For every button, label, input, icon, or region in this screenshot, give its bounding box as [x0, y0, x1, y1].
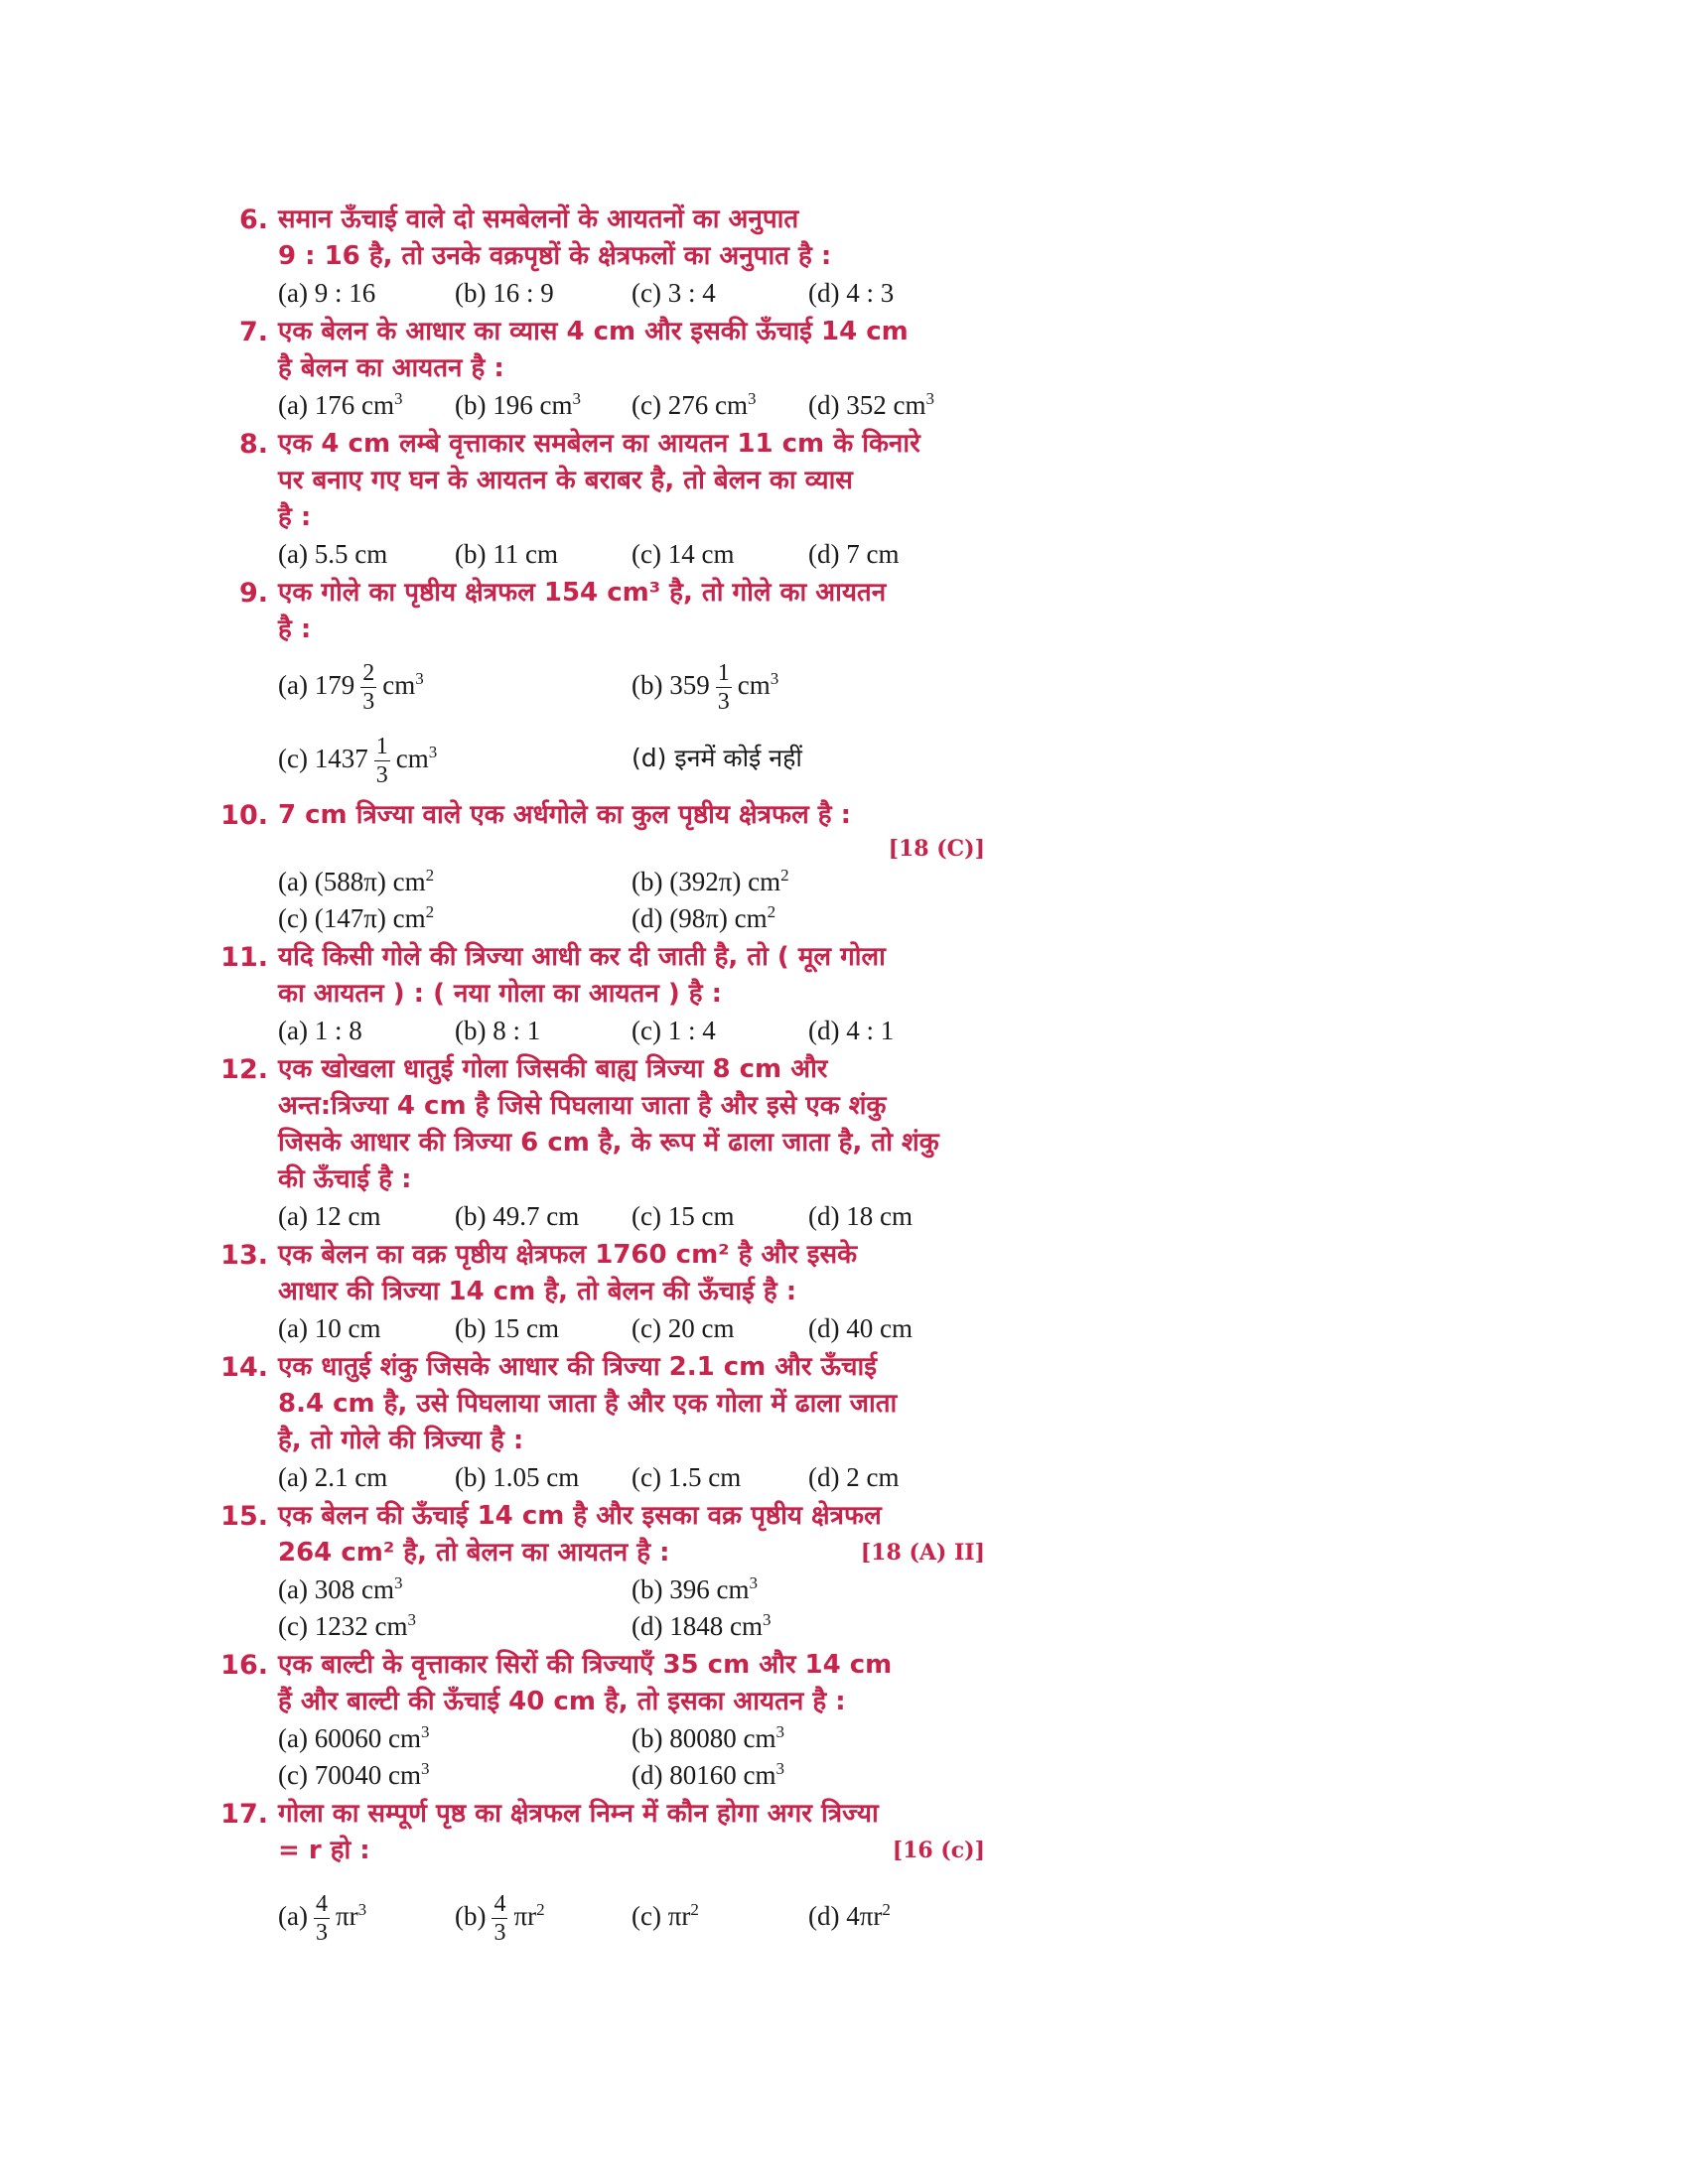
question-text: है बेलन का आयतन है : — [278, 353, 504, 383]
options — [278, 275, 985, 312]
option-d: (d) 80160 $cm^3$ — [632, 1759, 784, 1790]
question-number: 13. — [220, 1240, 268, 1271]
question-12 — [211, 1051, 985, 1235]
option-c: (c) 276 $cm^3$ — [632, 389, 757, 420]
fraction: $\frac{4}{3}$ — [493, 1891, 506, 1947]
option-d: (d) 40 cm — [808, 1313, 913, 1343]
question-number: 14. — [220, 1352, 268, 1383]
question-10 — [211, 797, 985, 937]
option-c: (c) 70040 $cm^3$ — [278, 1759, 430, 1790]
fraction: $\frac{4}{3}$ — [315, 1891, 328, 1947]
question-text: की ऊँचाई है : — [278, 1164, 412, 1194]
option-a: (a) 308 $cm^3$ — [278, 1573, 403, 1604]
question-number: 6. — [238, 205, 268, 235]
options — [278, 648, 985, 795]
option-d: (d) 18 cm — [808, 1201, 913, 1231]
option-a: (a) 2.1 cm — [278, 1462, 388, 1492]
fraction: $\frac{1}{3}$ — [717, 660, 730, 716]
exam-tag: [16 (c)] — [892, 1838, 985, 1863]
question-number: 9. — [238, 578, 268, 609]
question-number: 10. — [220, 800, 268, 831]
question-text: एक गोले का पृष्ठीय क्षेत्रफल 154 cm³ है, तो गोले का आयतन — [278, 578, 887, 608]
option-a: (a) 60060 $cm^3$ — [278, 1722, 430, 1753]
options — [278, 1013, 985, 1049]
question-number: 8. — [238, 429, 268, 460]
option-d: (d) 1848 $cm^3$ — [632, 1610, 772, 1641]
option-b: (b) 80080 $cm^3$ — [632, 1722, 784, 1753]
option-d: (d) (98π) $cm^2$ — [632, 902, 776, 933]
question-text: पर बनाए गए घन के आयतन के बराबर है, तो बेलन का व्यास — [278, 466, 853, 495]
option-c: (c) 1232 $cm^3$ — [278, 1610, 416, 1641]
option-c: (c) 1.5 cm — [632, 1462, 742, 1492]
option-a: (a) 5.5 cm — [278, 539, 388, 569]
option-a: (a) 10 cm — [278, 1313, 381, 1343]
option-c: (c) $\pi r^2$ — [632, 1900, 699, 1931]
question-number: 15. — [220, 1501, 268, 1532]
options — [278, 864, 985, 937]
option-d: (d) 352 $cm^3$ — [808, 389, 934, 420]
question-number: 16. — [220, 1650, 268, 1681]
question-text: गोला का सम्पूर्ण पृष्ठ का क्षेत्रफल निम्न में कौन होगा अगर त्रिज्या — [278, 1799, 879, 1829]
options — [278, 1879, 985, 1953]
question-text: एक 4 cm लम्बे वृत्ताकार समबेलन का आयतन 11 cm के किनारे — [278, 429, 920, 459]
option-a: (a) $\frac{4}{3}$ $\pi r^3$ — [278, 1891, 367, 1947]
exam-tag: [18 (C)] — [888, 836, 985, 862]
exam-tag: [18 (A) II] — [860, 1540, 985, 1566]
option-d: (d) 4 : 3 — [808, 278, 895, 308]
options — [278, 1198, 985, 1235]
option-a: (a) 9 : 16 — [278, 278, 376, 308]
fraction: $\frac{1}{3}$ — [375, 734, 388, 789]
question-text: एक बेलन का वक्र पृष्ठीय क्षेत्रफल 1760 cm² है और इसके — [278, 1240, 858, 1270]
option-d: (d) इनमें कोई नहीं — [632, 744, 802, 772]
option-c: (c) 15 cm — [632, 1201, 735, 1231]
question-text: है : — [278, 502, 312, 532]
option-c: (c) 1 : 4 — [632, 1016, 716, 1045]
option-c: (c) 1437 $\frac{1}{3}$ $cm^3$ — [278, 734, 438, 789]
options — [278, 1571, 985, 1645]
question-15 — [211, 1498, 985, 1645]
option-b: (b) 15 cm — [455, 1313, 559, 1343]
question-16 — [211, 1647, 985, 1794]
question-text: एक धातुई शंकु जिसके आधार की त्रिज्या 2.1 cm और ऊँचाई — [278, 1352, 878, 1382]
option-a: (a) (588π) $cm^2$ — [278, 866, 435, 896]
question-number: 7. — [238, 317, 268, 347]
option-b: (b) (392π) $cm^2$ — [632, 866, 789, 896]
option-b: (b) 359 $\frac{1}{3}$ $cm^3$ — [632, 660, 779, 716]
question-number: 12. — [220, 1054, 268, 1085]
question-text: = r हो : — [278, 1836, 370, 1865]
question-8 — [211, 426, 985, 573]
option-c: (c) 14 cm — [632, 539, 735, 569]
question-text: एक बेलन की ऊँचाई 14 cm है और इसका वक्र पृष्ठीय क्षेत्रफल — [278, 1501, 882, 1531]
option-d: (d) $4\pi r^2$ — [808, 1900, 891, 1931]
question-9 — [211, 575, 985, 795]
option-d: (d) 2 cm — [808, 1462, 900, 1492]
options — [278, 536, 985, 573]
option-c: (c) 20 cm — [632, 1313, 735, 1343]
option-d: (d) 4 : 1 — [808, 1016, 895, 1045]
option-d: (d) 7 cm — [808, 539, 900, 569]
options — [278, 1459, 985, 1496]
option-c: (c) 3 : 4 — [632, 278, 716, 308]
option-b: (b) 196 $cm^3$ — [455, 389, 581, 420]
option-b: (b) 8 : 1 — [455, 1016, 541, 1045]
option-a: (a) 1 : 8 — [278, 1016, 362, 1045]
question-6 — [211, 202, 985, 312]
question-text: जिसके आधार की त्रिज्या 6 cm है, के रूप में ढाला जाता है, तो शंकु — [278, 1128, 939, 1158]
option-a: (a) 176 $cm^3$ — [278, 389, 403, 420]
question-text: 264 cm² है, तो बेलन का आयतन है : — [278, 1538, 670, 1568]
question-column — [211, 202, 985, 1955]
question-text: है, तो गोले की त्रिज्या है : — [278, 1426, 524, 1455]
question-text: आधार की त्रिज्या 14 cm है, तो बेलन की ऊँचाई है : — [278, 1277, 797, 1306]
option-b: (b) 16 : 9 — [455, 278, 554, 308]
question-text: का आयतन ) : ( नया गोला का आयतन ) है : — [278, 979, 723, 1009]
fraction: $\frac{2}{3}$ — [362, 660, 375, 716]
question-text: एक बाल्टी के वृत्ताकार सिरों की त्रिज्याएँ 35 cm और 14 cm — [278, 1650, 893, 1680]
option-a: (a) 12 cm — [278, 1201, 381, 1231]
question-text: 9 : 16 है, तो उनके वक्रपृष्ठों के क्षेत्रफलों का अनुपात है : — [278, 241, 832, 271]
question-11 — [211, 939, 985, 1049]
question-text: अन्त:त्रिज्या 4 cm है जिसे पिघलाया जाता है और इसे एक शंकु — [278, 1091, 887, 1121]
options — [278, 387, 985, 424]
options — [278, 1720, 985, 1794]
question-number: 11. — [220, 942, 268, 973]
option-a: (a) 179 $\frac{2}{3}$ $cm^3$ — [278, 660, 424, 716]
options — [278, 1310, 985, 1347]
question-17 — [211, 1796, 985, 1953]
question-text: एक बेलन के आधार का व्यास 4 cm और इसकी ऊँचाई 14 cm — [278, 317, 909, 346]
question-text: समान ऊँचाई वाले दो समबेलनों के आयतनों का अनुपात — [278, 205, 799, 234]
question-text: है : — [278, 614, 312, 644]
option-b: (b) $\frac{4}{3}$ $\pi r^2$ — [455, 1891, 545, 1947]
option-b: (b) 1.05 cm — [455, 1462, 580, 1492]
question-text: 7 cm त्रिज्या वाले एक अर्धगोले का कुल पृष्ठीय क्षेत्रफल है : — [278, 800, 852, 830]
question-number: 17. — [220, 1799, 268, 1830]
question-text: एक खोखला धातुई गोला जिसकी बाह्य त्रिज्या 8 cm और — [278, 1054, 828, 1084]
option-b: (b) 396 $cm^3$ — [632, 1573, 758, 1604]
question-7 — [211, 314, 985, 424]
option-b: (b) 49.7 cm — [455, 1201, 580, 1231]
question-text: यदि किसी गोले की त्रिज्या आधी कर दी जाती है, तो ( मूल गोला — [278, 942, 886, 972]
option-b: (b) 11 cm — [455, 539, 558, 569]
question-text: 8.4 cm है, उसे पिघलाया जाता है और एक गोला में ढाला जाता — [278, 1389, 898, 1419]
question-13 — [211, 1237, 985, 1347]
option-c: (c) (147π) $cm^2$ — [278, 902, 435, 933]
question-14 — [211, 1349, 985, 1496]
question-text: हैं और बाल्टी की ऊँचाई 40 cm है, तो इसका आयतन है : — [278, 1687, 846, 1716]
